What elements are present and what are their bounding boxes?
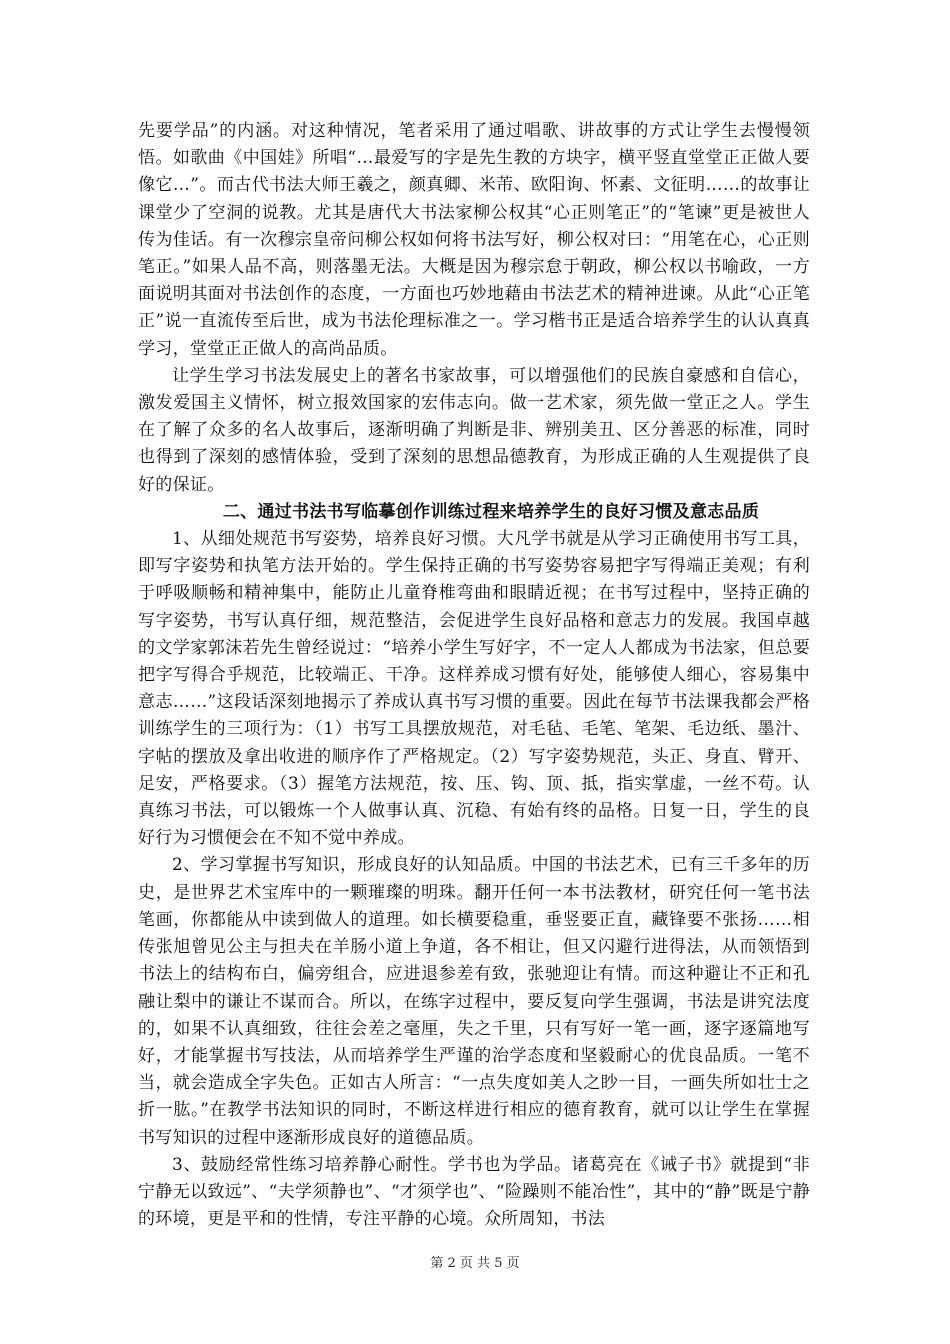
section-heading: 二、通过书法书写临摹创作训练过程来培养学生的良好习惯及意志品质: [222, 501, 760, 522]
body-paragraph: 让学生学习书法发展史上的著名书家故事，可以增强他们的民族自豪感和自信心，激发爱国主义情怀，树立报效国家的宏伟志向。做一艺术家，须先做一堂正之人。学生在了解了众多的名人故事后，逐渐明确了判断是非、辨别美丑、区分善恶的标准，同时也得到了深刻的感情体验，受到了深刻的思想品德教育，为形成正确的人生观提供了良好的保证。: [138, 365, 810, 495]
document-body: [138, 118, 810, 1233]
body-paragraph: 3、鼓励经常性练习培养静心耐性。学书也为学品。诸葛亮在《诫子书》就提到“非宁静无以致远”、“夫学须静也”、“才须学也”、“险躁则不能冶性”，其中的“静”既是宁静的环境，更是平和的性情，专注平静的心境。众所周知，书法: [138, 1154, 810, 1230]
body-paragraph: 先要学品”的内涵。对这种情况，笔者采用了通过唱歌、讲故事的方式让学生去慢慢领悟。如歌曲《中国娃》所唱“…最爱写的字是先生教的方块字，横平竖直堂堂正正做人要像它…”。而古代书法大师王羲之，颜真卿、米芾、欧阳询、怀素、文征明……的故事让课堂少了空洞的说教。尤其是唐代大书法家柳公权其“心正则笔正”的“笔谏”更是被世人传为佳话。有一次穆宗皇帝问柳公权如何将书法写好，柳公权对曰：“用笔在心，心正则笔正。”如果人品不高，则落墨无法。大概是因为穆宗怠于朝政，柳公权以书喻政，一方面说明其面对书法创作的态度，一方面也巧妙地藉由书法艺术的精神进谏。从此“心正笔正”说一直流传至后世，成为书法伦理标准之一。学习楷书正是适合培养学生的认认真真学习，堂堂正正做人的高尚品质。: [138, 121, 810, 359]
body-paragraph: 2、学习掌握书写知识，形成良好的认知品质。中国的书法艺术，已有三千多年的历史，是世界艺术宝库中的一颗璀璨的明珠。翻开任何一本书法教材，研究任何一笔书法笔画，你都能从中读到做人的道理。如长横要稳重，垂竖要正直，藏锋要不张扬……相传张旭曾见公主与担夫在羊肠小道上争道，各不相让，但又闪避行进得法，从而领悟到书法上的结构布白，偏旁组合，应进退参差有致，张驰迎让有情。而这种避让不正和孔融让梨中的谦让不谋而合。所以，在练字过程中，要反复向学生强调，书法是讲究法度的，如果不认真细致，往往会差之毫厘，失之千里，只有写好一笔一画，逐字逐篇地写好，才能掌握书写技法，从而培养学生严谨的治学态度和坚毅耐心的优良品质。一笔不当，就会造成全字失色。正如古人所言：“一点失度如美人之眇一目，一画失所如壮士之折一肱。”在教学书法知识的同时，不断这样进行相应的德育教育，就可以让学生在掌握书写知识的过程中逐渐形成良好的道德品质。: [138, 855, 810, 1148]
body-paragraph: 1、从细处规范书写姿势，培养良好习惯。大凡学书就是从学习正确使用书写工具，即写字姿势和执笔方法开始的。学生保持正确的书写姿势容易把字写得端正美观；有利于呼吸顺畅和精神集中，能防止儿童脊椎弯曲和眼睛近视；在书写过程中，坚持正确的写字姿势，书写认真仔细，规范整洁，会促进学生良好品格和意志力的发展。我国卓越的文学家郭沫若先生曾经说过：“培养小学生写好字，不一定人人都成为书法家，但总要把字写得合乎规范，比较端正、干净。这样养成习惯有好处，能够使人细心，容易集中意志……”这段话深刻地揭示了养成认真书写习惯的重要。因此在每节书法课我都会严格训练学生的三项行为：（1）书写工具摆放规范，对毛毡、毛笔、笔架、毛边纸、墨汁、字帖的摆放及拿出收进的顺序作了严格规定。（2）写字姿势规范，头正、身直、臂开、足安，严格要求。（3）握笔方法规范，按、压、钩、顶、抵，指实掌虚，一丝不苟。认真练习书法，可以锻炼一个人做事认真、沉稳、有始有终的品格。日复一日，学生的良好行为习惯便会在不知不觉中养成。: [138, 529, 810, 849]
page-number-footer: 第 2 页 共 5 页: [430, 1256, 520, 1271]
